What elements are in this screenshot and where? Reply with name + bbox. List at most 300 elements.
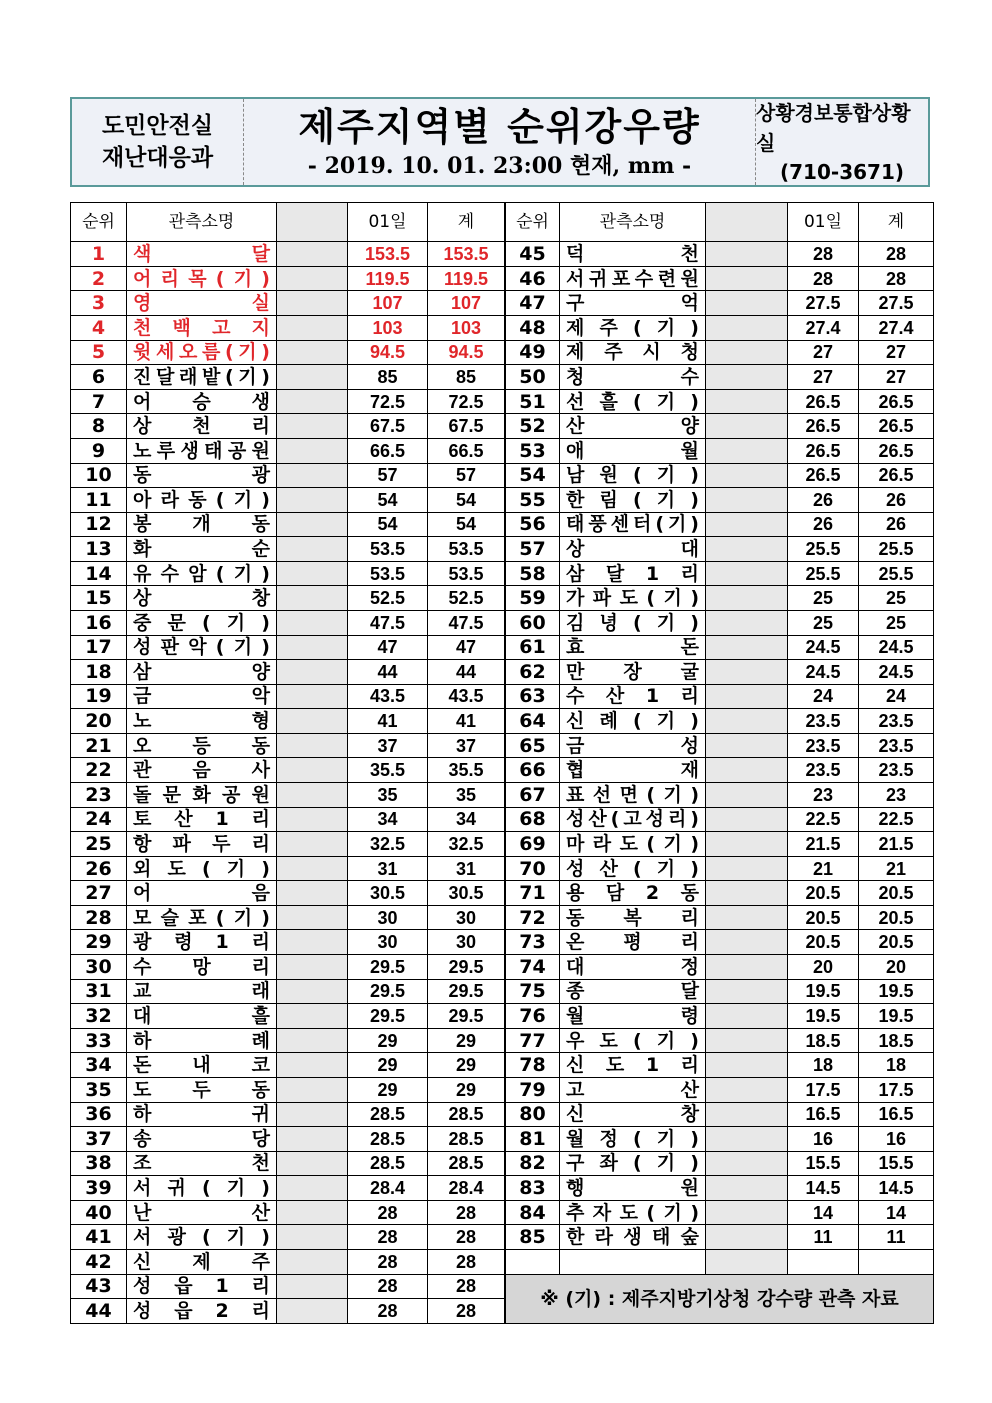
station-name-char: 동 bbox=[133, 464, 152, 487]
station-name-char: 양 bbox=[251, 660, 270, 683]
blank-header bbox=[277, 203, 348, 242]
total-rainfall-cell: 27 bbox=[859, 340, 934, 365]
daily-rainfall-cell: 11 bbox=[788, 1225, 859, 1250]
station-name-char: ) bbox=[690, 513, 699, 536]
station-name-char: 원 bbox=[251, 783, 270, 806]
table-row bbox=[71, 1077, 505, 1102]
station-name-char: 리 bbox=[680, 685, 699, 708]
total-rainfall-cell: 19.5 bbox=[859, 979, 934, 1004]
table-row bbox=[71, 1004, 505, 1029]
station-name-cell bbox=[127, 1200, 277, 1225]
station-name-char: 색 bbox=[133, 243, 152, 266]
daily-rainfall-cell: 103 bbox=[348, 316, 428, 341]
station-name-char: 달 bbox=[155, 365, 175, 388]
station-name-char: 월 bbox=[566, 1005, 585, 1027]
table-row bbox=[506, 389, 934, 414]
station-name-char: 림 bbox=[599, 488, 618, 511]
blank-cell bbox=[277, 709, 348, 734]
station-name-char: 기 bbox=[226, 611, 246, 634]
total-rainfall-cell: 28 bbox=[859, 242, 934, 267]
daily-rainfall-cell: 28 bbox=[788, 266, 859, 291]
station-name-cell bbox=[127, 586, 277, 611]
total-rainfall-cell: 28.5 bbox=[428, 1102, 505, 1127]
blank-cell bbox=[277, 1225, 348, 1250]
station-name-cell bbox=[560, 1053, 706, 1078]
table-row bbox=[71, 561, 505, 586]
rank-cell: 78 bbox=[506, 1053, 560, 1078]
office-name: 상황경보통합상황실 bbox=[756, 101, 911, 155]
total-rainfall-cell: 17.5 bbox=[859, 1077, 934, 1102]
rank-cell: 17 bbox=[71, 635, 127, 660]
rank-cell: 7 bbox=[71, 389, 127, 414]
daily-rainfall-cell: 23.5 bbox=[788, 758, 859, 783]
total-rainfall-cell: 29.5 bbox=[428, 979, 505, 1004]
station-name-char: 리 bbox=[680, 562, 699, 585]
total-rainfall-cell: 20.5 bbox=[859, 905, 934, 930]
station-name-char: 생 bbox=[623, 1226, 642, 1249]
table-row bbox=[71, 1028, 505, 1053]
rank-cell: 53 bbox=[506, 438, 560, 463]
station-name-char: 어 bbox=[133, 882, 152, 905]
blank-cell bbox=[277, 955, 348, 980]
total-rainfall-cell: 67.5 bbox=[428, 414, 505, 439]
station-name-char: 가 bbox=[566, 587, 585, 610]
table-row bbox=[506, 291, 934, 316]
station-name-cell bbox=[560, 291, 706, 316]
station-name-char: 생 bbox=[180, 439, 199, 462]
station-name-char: 행 bbox=[566, 1177, 585, 1200]
total-rainfall-cell: 21.5 bbox=[859, 832, 934, 857]
station-name-char: 기 bbox=[226, 1226, 246, 1249]
station-name-char: 산 bbox=[566, 415, 585, 438]
station-name-char: 중 bbox=[133, 611, 152, 634]
station-name-char: 정 bbox=[599, 1127, 618, 1150]
empty-row bbox=[506, 1250, 934, 1275]
table-row bbox=[506, 561, 934, 586]
total-rainfall-cell: 19.5 bbox=[859, 1004, 934, 1029]
rank-cell: 68 bbox=[506, 807, 560, 832]
blank-cell bbox=[277, 1176, 348, 1201]
total-rainfall-cell: 20.5 bbox=[859, 881, 934, 906]
station-name-cell bbox=[560, 512, 706, 537]
total-rainfall-cell: 66.5 bbox=[428, 438, 505, 463]
rank-cell: 69 bbox=[506, 832, 560, 857]
total-rainfall-cell: 28 bbox=[428, 1225, 505, 1250]
blank-cell bbox=[277, 1127, 348, 1152]
rank-cell: 63 bbox=[506, 684, 560, 709]
station-name-char: 사 bbox=[251, 759, 270, 782]
empty-cell bbox=[560, 1250, 706, 1275]
daily-rainfall-cell: 27.4 bbox=[788, 316, 859, 341]
station-name-char: ) bbox=[690, 316, 699, 339]
station-name-char: 례 bbox=[251, 1029, 270, 1052]
daily-rainfall-cell: 20.5 bbox=[788, 905, 859, 930]
daily-rainfall-cell: 24 bbox=[788, 684, 859, 709]
station-name-char: ) bbox=[690, 1201, 699, 1224]
rainfall-tables bbox=[70, 202, 932, 1324]
station-name-char: 기 bbox=[656, 464, 676, 487]
total-header: 계 bbox=[859, 203, 934, 242]
total-rainfall-cell: 23 bbox=[859, 783, 934, 808]
station-name-cell bbox=[560, 365, 706, 390]
station-name-char: 1 bbox=[215, 931, 229, 954]
blank-cell bbox=[277, 635, 348, 660]
blank-cell bbox=[706, 1200, 788, 1225]
station-name-char: 추 bbox=[566, 1201, 585, 1224]
table-row bbox=[71, 242, 505, 267]
station-name-cell bbox=[127, 955, 277, 980]
daily-rainfall-cell: 23 bbox=[788, 783, 859, 808]
table-row bbox=[71, 1176, 505, 1201]
station-name-char: 2 bbox=[215, 1300, 229, 1323]
table-row bbox=[71, 1299, 505, 1324]
daily-rainfall-cell: 94.5 bbox=[348, 340, 428, 365]
station-name-char: 돈 bbox=[680, 636, 699, 659]
station-name-char: 굴 bbox=[680, 660, 699, 683]
station-name-cell bbox=[560, 684, 706, 709]
table-row bbox=[71, 979, 505, 1004]
daily-rainfall-cell: 26.5 bbox=[788, 463, 859, 488]
station-name-char: 등 bbox=[192, 734, 211, 757]
blank-cell bbox=[706, 340, 788, 365]
total-rainfall-cell: 26.5 bbox=[859, 463, 934, 488]
blank-cell bbox=[706, 635, 788, 660]
daily-rainfall-cell: 23.5 bbox=[788, 709, 859, 734]
station-name-char: 항 bbox=[133, 832, 152, 855]
station-name-char: 기 bbox=[656, 1152, 676, 1175]
station-name-char: ) bbox=[690, 710, 699, 733]
station-name-char: 원 bbox=[251, 439, 270, 462]
station-name-char: 대 bbox=[680, 538, 699, 561]
station-name-char: 공 bbox=[221, 783, 241, 806]
table-row bbox=[506, 537, 934, 562]
station-name-char: 성 bbox=[133, 1275, 152, 1298]
daily-rainfall-cell: 54 bbox=[348, 512, 428, 537]
station-name-char: ( bbox=[201, 1177, 211, 1200]
department-box bbox=[72, 99, 244, 185]
table-row bbox=[506, 856, 934, 881]
station-name-char: 오 bbox=[133, 734, 152, 757]
station-name-char: 터 bbox=[632, 513, 652, 536]
station-name-char: 개 bbox=[192, 513, 211, 536]
station-name-char: ) bbox=[261, 1177, 270, 1200]
station-name-cell bbox=[127, 905, 277, 930]
station-name-char: 기 bbox=[233, 636, 253, 659]
station-name-char: 주 bbox=[604, 341, 623, 364]
station-name-cell bbox=[127, 316, 277, 341]
daily-rainfall-cell: 66.5 bbox=[348, 438, 428, 463]
station-name-char: 내 bbox=[192, 1054, 211, 1077]
blank-cell bbox=[706, 610, 788, 635]
station-name-char: 주 bbox=[251, 1250, 270, 1273]
station-name-char: 백 bbox=[172, 316, 191, 339]
table-row bbox=[71, 684, 505, 709]
station-name-cell bbox=[127, 709, 277, 734]
station-name-char: 세 bbox=[155, 341, 175, 364]
station-name-char: 돌 bbox=[133, 783, 152, 806]
station-name-cell bbox=[560, 807, 706, 832]
station-name-char: 제 bbox=[566, 316, 585, 339]
station-name-char: ( bbox=[632, 710, 642, 733]
blank-cell bbox=[277, 905, 348, 930]
station-name-char: 흘 bbox=[251, 1005, 270, 1027]
station-name-char: 주 bbox=[599, 316, 618, 339]
total-rainfall-cell: 28 bbox=[428, 1250, 505, 1275]
station-name-char: 1 bbox=[215, 1275, 229, 1298]
table-row bbox=[71, 783, 505, 808]
daily-rainfall-cell: 14.5 bbox=[788, 1176, 859, 1201]
station-name-char: 천 bbox=[192, 415, 211, 438]
blank-cell bbox=[277, 561, 348, 586]
daily-rainfall-cell: 119.5 bbox=[348, 266, 428, 291]
station-name-char: 양 bbox=[680, 415, 699, 438]
station-name-cell bbox=[127, 1225, 277, 1250]
total-rainfall-cell: 27.5 bbox=[859, 291, 934, 316]
rank-cell: 70 bbox=[506, 856, 560, 881]
station-name-char: ( bbox=[632, 857, 642, 880]
table-row bbox=[506, 881, 934, 906]
total-rainfall-cell: 20.5 bbox=[859, 930, 934, 955]
total-rainfall-cell: 30 bbox=[428, 905, 505, 930]
station-name-char: 우 bbox=[566, 1029, 585, 1052]
daily-rainfall-cell: 16 bbox=[788, 1127, 859, 1152]
blank-cell bbox=[706, 1151, 788, 1176]
station-name-cell bbox=[127, 881, 277, 906]
station-name-char: 파 bbox=[172, 832, 191, 855]
daily-rainfall-cell: 35.5 bbox=[348, 758, 428, 783]
station-name-char: 어 bbox=[133, 390, 152, 413]
table-row bbox=[506, 316, 934, 341]
total-rainfall-cell: 28.5 bbox=[428, 1127, 505, 1152]
station-name-char: 리 bbox=[680, 906, 699, 929]
total-rainfall-cell: 29 bbox=[428, 1053, 505, 1078]
station-name-char: 귀 bbox=[588, 267, 608, 290]
station-name-char: 원 bbox=[680, 1177, 699, 1200]
station-name-char: ) bbox=[690, 1029, 699, 1052]
station-name-char: 기 bbox=[226, 857, 246, 880]
total-rainfall-cell: 23.5 bbox=[859, 733, 934, 758]
station-name-cell bbox=[127, 684, 277, 709]
blank-cell bbox=[706, 242, 788, 267]
station-name-cell bbox=[560, 758, 706, 783]
station-name-char: 기 bbox=[233, 906, 253, 929]
station-name-cell bbox=[127, 758, 277, 783]
station-name-cell bbox=[560, 586, 706, 611]
station-name-char: 리 bbox=[251, 955, 270, 978]
station-name-char: 리 bbox=[251, 1300, 270, 1323]
station-name-char: ( bbox=[215, 906, 225, 929]
station-name-char: 수 bbox=[566, 685, 585, 708]
station-name-cell bbox=[560, 979, 706, 1004]
station-name-cell bbox=[560, 733, 706, 758]
station-name-char: 센 bbox=[610, 513, 630, 536]
station-name-char: 금 bbox=[133, 685, 152, 708]
station-name-char: ) bbox=[261, 341, 270, 364]
total-rainfall-cell: 16.5 bbox=[859, 1102, 934, 1127]
total-rainfall-cell: 29 bbox=[428, 1028, 505, 1053]
rank-cell: 30 bbox=[71, 955, 127, 980]
station-name-cell bbox=[127, 930, 277, 955]
blank-cell bbox=[706, 266, 788, 291]
table-row bbox=[71, 266, 505, 291]
total-rainfall-cell: 25.5 bbox=[859, 537, 934, 562]
rank-cell: 77 bbox=[506, 1028, 560, 1053]
station-name-char: 라 bbox=[592, 832, 612, 855]
blank-cell bbox=[277, 537, 348, 562]
daily-rainfall-cell: 25 bbox=[788, 610, 859, 635]
table-row bbox=[506, 979, 934, 1004]
station-name-char: 기 bbox=[233, 267, 253, 290]
daily-rainfall-cell: 24.5 bbox=[788, 635, 859, 660]
daily-rainfall-cell: 19.5 bbox=[788, 979, 859, 1004]
table-row bbox=[71, 709, 505, 734]
station-name-char: 광 bbox=[133, 931, 152, 954]
blank-cell bbox=[706, 733, 788, 758]
rank-cell: 39 bbox=[71, 1176, 127, 1201]
station-name-char: 면 bbox=[619, 783, 638, 806]
daily-rainfall-cell: 37 bbox=[348, 733, 428, 758]
station-name-char: 토 bbox=[133, 808, 152, 831]
rank-cell: 9 bbox=[71, 438, 127, 463]
rank-cell: 32 bbox=[71, 1004, 127, 1029]
station-name-char: 산 bbox=[605, 685, 625, 708]
station-name-char: ( bbox=[646, 587, 656, 610]
station-name-char: 동 bbox=[188, 488, 207, 511]
total-rainfall-cell: 41 bbox=[428, 709, 505, 734]
table-row bbox=[506, 438, 934, 463]
station-name-cell bbox=[127, 856, 277, 881]
station-name-char: ( bbox=[646, 783, 656, 806]
table-row bbox=[71, 1225, 505, 1250]
daily-rainfall-cell: 30 bbox=[348, 905, 428, 930]
daily-rainfall-cell: 34 bbox=[348, 807, 428, 832]
table-row bbox=[506, 1151, 934, 1176]
rank-cell: 15 bbox=[71, 586, 127, 611]
station-name-char: 어 bbox=[133, 267, 152, 290]
blank-cell bbox=[277, 512, 348, 537]
rank-cell: 23 bbox=[71, 783, 127, 808]
daily-rainfall-cell: 53.5 bbox=[348, 561, 428, 586]
station-name-char: 금 bbox=[566, 734, 585, 757]
station-name-char: 용 bbox=[566, 882, 585, 905]
daily-rainfall-cell: 28.5 bbox=[348, 1127, 428, 1152]
blank-cell bbox=[277, 807, 348, 832]
table-row bbox=[71, 365, 505, 390]
station-name-char: 창 bbox=[251, 587, 270, 610]
daily-rainfall-cell: 29 bbox=[348, 1028, 428, 1053]
total-rainfall-cell: 103 bbox=[428, 316, 505, 341]
station-name-cell bbox=[127, 832, 277, 857]
station-name-cell bbox=[127, 389, 277, 414]
station-name-char: ( bbox=[632, 488, 642, 511]
station-name-char: ( bbox=[632, 1029, 642, 1052]
station-name-char: ( bbox=[215, 636, 225, 659]
station-name-char: 산 bbox=[251, 1201, 270, 1224]
station-name-cell bbox=[560, 1127, 706, 1152]
blank-cell bbox=[706, 365, 788, 390]
station-name-char: 악 bbox=[188, 636, 207, 659]
station-name-char: 수 bbox=[680, 365, 699, 388]
total-rainfall-cell: 54 bbox=[428, 512, 505, 537]
total-rainfall-cell: 72.5 bbox=[428, 389, 505, 414]
station-name-cell bbox=[560, 414, 706, 439]
station-name-cell bbox=[127, 1176, 277, 1201]
blank-cell bbox=[277, 1151, 348, 1176]
station-name-char: 름 bbox=[201, 341, 221, 364]
daily-rainfall-cell: 14 bbox=[788, 1200, 859, 1225]
station-name-char: ) bbox=[261, 488, 270, 511]
rank-cell: 83 bbox=[506, 1176, 560, 1201]
rank-cell: 52 bbox=[506, 414, 560, 439]
table-row bbox=[71, 537, 505, 562]
station-name-char: ) bbox=[690, 611, 699, 634]
blank-cell bbox=[277, 1004, 348, 1029]
daily-rainfall-cell: 19.5 bbox=[788, 1004, 859, 1029]
table-row bbox=[506, 684, 934, 709]
station-name-char: 순 bbox=[251, 538, 270, 561]
empty-cell bbox=[788, 1250, 859, 1275]
station-name-cell bbox=[560, 856, 706, 881]
station-name-char: 암 bbox=[188, 562, 207, 585]
rank-cell: 57 bbox=[506, 537, 560, 562]
blank-cell bbox=[277, 438, 348, 463]
table-row bbox=[71, 512, 505, 537]
blank-cell bbox=[706, 1028, 788, 1053]
daily-rainfall-cell: 29.5 bbox=[348, 1004, 428, 1029]
rainfall-table-left bbox=[70, 202, 505, 1324]
station-name-char: 신 bbox=[133, 1250, 152, 1273]
total-rainfall-cell: 24 bbox=[859, 684, 934, 709]
table-row bbox=[506, 1176, 934, 1201]
total-rainfall-cell: 30 bbox=[428, 930, 505, 955]
station-name-char: 기 bbox=[233, 488, 253, 511]
station-name-char: 련 bbox=[657, 267, 677, 290]
blank-cell bbox=[706, 463, 788, 488]
empty-cell bbox=[706, 1250, 788, 1275]
station-name-char: 성 bbox=[133, 1300, 152, 1323]
daily-rainfall-cell: 25 bbox=[788, 586, 859, 611]
station-name-cell bbox=[560, 783, 706, 808]
station-name-char: 태 bbox=[566, 513, 585, 536]
table-row bbox=[506, 414, 934, 439]
daily-rainfall-cell: 153.5 bbox=[348, 242, 428, 267]
rank-cell: 6 bbox=[71, 365, 127, 390]
station-name-char: 달 bbox=[605, 562, 625, 585]
blank-cell bbox=[706, 660, 788, 685]
station-name-char: 천 bbox=[133, 316, 152, 339]
rank-cell: 65 bbox=[506, 733, 560, 758]
table-row bbox=[71, 488, 505, 513]
station-name-char: ( bbox=[646, 1201, 656, 1224]
rank-cell: 58 bbox=[506, 561, 560, 586]
station-name-char: 리 bbox=[680, 931, 699, 954]
station-name-char: 선 bbox=[566, 390, 585, 413]
table-row bbox=[71, 389, 505, 414]
station-name-cell bbox=[560, 1028, 706, 1053]
station-name-char: 도 bbox=[619, 587, 638, 610]
station-name-char: 재 bbox=[680, 759, 699, 782]
rank-cell: 72 bbox=[506, 905, 560, 930]
blank-cell bbox=[706, 586, 788, 611]
station-name-cell bbox=[127, 512, 277, 537]
station-name-char: 대 bbox=[566, 955, 585, 978]
table-row bbox=[506, 463, 934, 488]
station-name-cell bbox=[127, 807, 277, 832]
table-row bbox=[71, 930, 505, 955]
station-name-cell bbox=[560, 660, 706, 685]
station-name-char: 파 bbox=[592, 587, 612, 610]
station-name-char: 수 bbox=[160, 562, 179, 585]
